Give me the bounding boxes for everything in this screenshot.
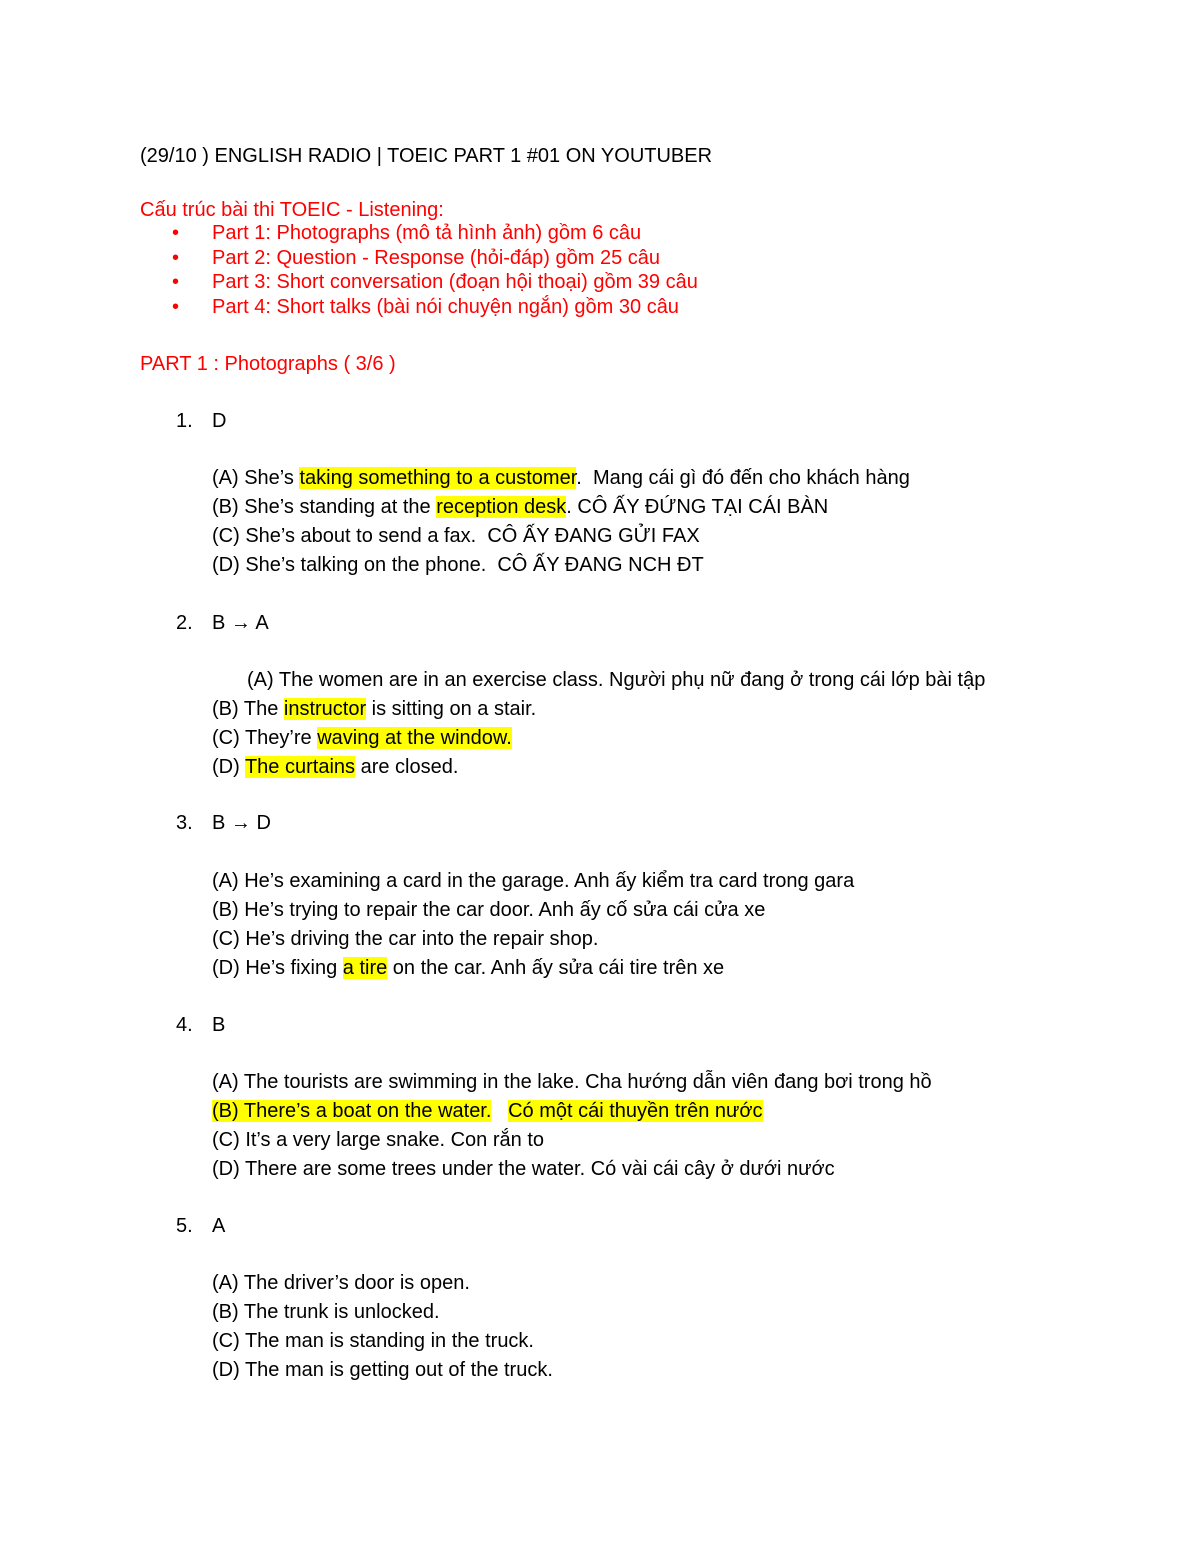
answer-option [212, 552, 704, 578]
answer-option [212, 754, 458, 780]
question-number: 1. [176, 410, 193, 432]
answer-option [212, 725, 512, 751]
option-text: (D) She’s talking on the phone. CÔ ẤY ĐANG NCH ĐT [212, 554, 704, 576]
part-heading: PART 1 : Photographs ( 3/6 ) [140, 353, 396, 375]
structure-list [172, 221, 698, 319]
highlighted-text: instructor [283, 698, 367, 720]
structure-item: • Part 1: Photographs (mô tả hình ảnh) gồm 6 câu [172, 222, 642, 244]
answer-option [212, 1328, 534, 1354]
answer-option [212, 523, 700, 549]
highlighted-text: reception desk [436, 496, 567, 518]
answer-option [247, 667, 985, 693]
option-text: on the car. Anh ấy sửa cái tire trên xe [387, 957, 725, 979]
question-number: 4. [176, 1014, 193, 1036]
option-text: (A) The driver’s door is open. [212, 1272, 470, 1294]
highlighted-text: (B) There’s a boat on the water. [212, 1100, 492, 1122]
option-text: (A) She’s [212, 467, 300, 489]
option-text: . Mang cái gì đó đến cho khách hàng [576, 467, 910, 489]
option-text: (D) [212, 756, 245, 778]
structure-item: • Part 4: Short talks (bài nói chuyện ngắn) gồm 30 câu [172, 295, 679, 318]
answer-option [212, 926, 598, 952]
option-text: (A) The tourists are swimming in the lake. Cha hướng dẫn viên đang bơi trong hồ [212, 1071, 932, 1093]
answer-option [212, 1098, 763, 1124]
option-text: (B) He’s trying to repair the car door. Anh ấy cố sửa cái cửa xe [212, 899, 766, 921]
option-text: (C) It’s a very large snake. Con rắn to [212, 1129, 544, 1151]
question-number: 3. [176, 812, 193, 834]
option-text: (D) There are some trees under the water. Có vài cái cây ở dưới nước [212, 1158, 835, 1180]
option-text: (B) She’s standing at the [212, 496, 437, 518]
answer-option [212, 955, 724, 981]
answer-option [212, 1270, 470, 1296]
answer-option [212, 1127, 544, 1153]
highlighted-text: taking something to a customer [299, 467, 577, 489]
document-title: (29/10 ) ENGLISH RADIO | TOEIC PART 1 #01 ON YOUTUBER [140, 145, 713, 167]
option-text: (B) The [212, 698, 284, 720]
answer-option [212, 465, 910, 491]
answer-option [212, 696, 536, 722]
answer-option [212, 897, 765, 923]
option-text: (C) She’s about to send a fax. CÔ ẤY ĐANG GỬI FAX [212, 525, 700, 547]
answer-option [212, 1069, 932, 1095]
question-answer: D [212, 410, 227, 432]
question-number: 2. [176, 612, 193, 634]
answer-option [212, 1357, 553, 1383]
question-answer: B [212, 1014, 226, 1036]
option-text: (C) He’s driving the car into the repair shop. [212, 928, 599, 950]
bullet-icon: • [172, 295, 180, 318]
option-text: (C) The man is standing in the truck. [212, 1330, 534, 1352]
option-text [491, 1100, 508, 1122]
option-text: is sitting on a stair. [366, 698, 537, 720]
answer-option [212, 494, 828, 520]
option-text: (A) The women are in an exercise class. Người phụ nữ đang ở trong cái lớp bài tập [247, 669, 986, 691]
option-text: (D) The man is getting out of the truck. [212, 1359, 553, 1381]
structure-item: • Part 3: Short conversation (đoạn hội thoại) gồm 39 câu [172, 271, 698, 293]
question-answer: A [212, 1215, 226, 1237]
bullet-icon: • [172, 222, 180, 244]
bullet-icon: • [172, 271, 180, 293]
highlighted-text: Có một cái thuyền trên nước [508, 1100, 763, 1122]
structure-item: • Part 2: Question - Response (hỏi-đáp) gồm 25 câu [172, 246, 661, 269]
bullet-icon: • [172, 246, 180, 269]
option-text: are closed. [355, 756, 459, 778]
question-answer: B → A [212, 612, 269, 634]
answer-option [212, 868, 854, 894]
highlighted-text: The curtains [244, 756, 356, 778]
option-text: . CÔ ẤY ĐỨNG TẠI CÁI BÀN [566, 496, 829, 518]
option-text: (B) The trunk is unlocked. [212, 1301, 440, 1323]
option-text: (D) He’s fixing [212, 957, 343, 979]
option-text: (A) He’s examining a card in the garage. Anh ấy kiểm tra card trong gara [212, 870, 855, 892]
highlighted-text: a tire [342, 957, 388, 979]
option-text: (C) They’re [212, 727, 318, 749]
question-answer: B → D [212, 812, 271, 834]
answer-option [212, 1299, 440, 1325]
answer-option [212, 1156, 835, 1182]
structure-heading: Cấu trúc bài thi TOEIC - Listening: [140, 199, 444, 221]
question-number: 5. [176, 1215, 193, 1237]
highlighted-text: waving at the window. [317, 727, 512, 749]
